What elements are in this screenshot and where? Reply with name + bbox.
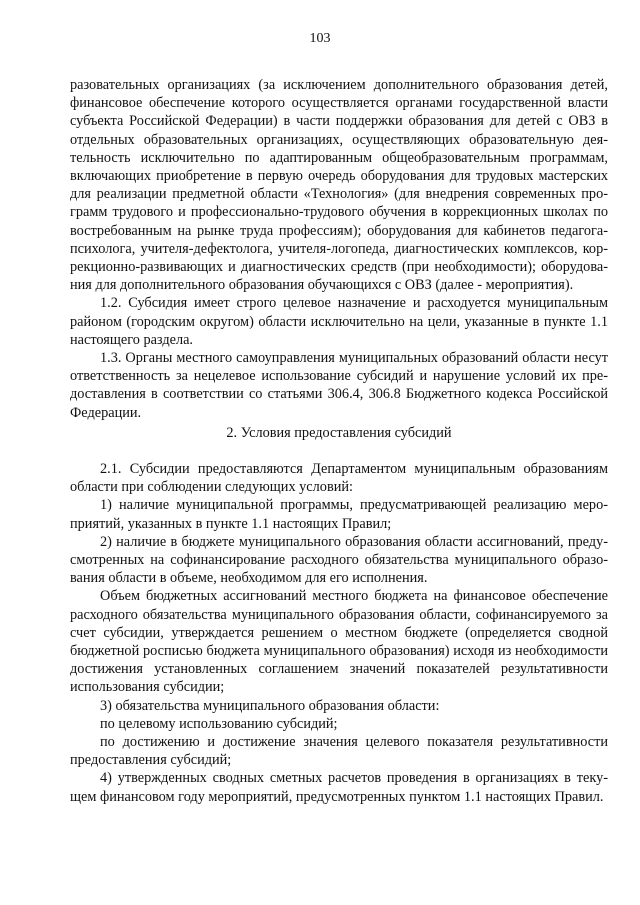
condition-3-item-2: по достижению и достижение значения целевого показателя результативности предоставления субсидий; — [70, 734, 608, 769]
budget-volume-paragraph: Объем бюджетных ассигнований местного бюджета на финансовое обеспечение расходного обязательства муниципального образования области, софинансируемого за счет субсидии, утверждается решением о местном бюджете (определяется сводной бюджетной росписью бюджета муниципального образования) исходя из необходимости достижения установленных соглашением значений показателей результативности использования субсидии; — [70, 588, 608, 696]
paragraph-2-1: 2.1. Субсидии предоставляются Департаментом муниципальным образованиям области при соблюдении следующих условий: — [70, 461, 608, 496]
condition-1: 1) наличие муниципальной программы, предусматривающей реализацию мероприятий, указанных в пункте 1.1 настоящих Правил; — [70, 497, 608, 532]
paragraph-1-3: 1.3. Органы местного самоуправления муниципальных образований области несут ответственность за нецелевое использование субсидий и нарушение условий их предоставления в соответствии со статьями 306.4, 306.8 Бюджетного кодекса Российской Федерации. — [70, 350, 608, 421]
section-2-body — [70, 460, 608, 806]
paragraph-continuation: разовательных организациях (за исключением дополнительного образования детей, финансовое обеспечение которого осуществляется органами государственной власти субъекта Российской Федерации) в части поддержки образования для детей с ОВЗ в отдельных образовательных организациях, осуществляющих образовательную деятельность исключительно по адаптированным общеобразовательным программам, включающих приобретение в первую очередь оборудования для трудовых мастерских для реализации предметной области «Технология» (для внедрения современных программ трудового и профессионально-трудового обучения в коррекционных школах по востребованным на рынке труда профессиям); оборудования для кабинетов педагога-психолога, учителя-дефектолога, учителя-логопеда, диагностических комплексов, коррекционно-развивающих и диагностических средств (при необходимости); оборудования для дополнительного образования обучающихся с ОВЗ (далее - мероприятия). — [70, 77, 608, 294]
section-2-heading: 2. Условия предоставления субсидий — [226, 425, 452, 441]
condition-4: 4) утвержденных сводных сметных расчетов проведения в организациях в текущем финансовом году мероприятий, предусмотренных пунктом 1.1 настоящих Правил. — [70, 770, 608, 805]
condition-2: 2) наличие в бюджете муниципального образования области ассигнований, предусмотренных на софинансирование расходного обязательства муниципального образования области в объеме, необходимом для его исполнения. — [70, 533, 608, 587]
page-number: 103 — [309, 31, 331, 46]
condition-3: 3) обязательства муниципального образования области: — [100, 697, 440, 714]
condition-3-item-1: по целевому использованию субсидий; — [100, 715, 338, 732]
section-1-body — [70, 76, 608, 422]
paragraph-1-2: 1.2. Субсидия имеет строго целевое назначение и расходуется муниципальным районом (городским округом) области исключительно на цели, указанные в пункте 1.1 настоящего раздела. — [70, 295, 608, 348]
